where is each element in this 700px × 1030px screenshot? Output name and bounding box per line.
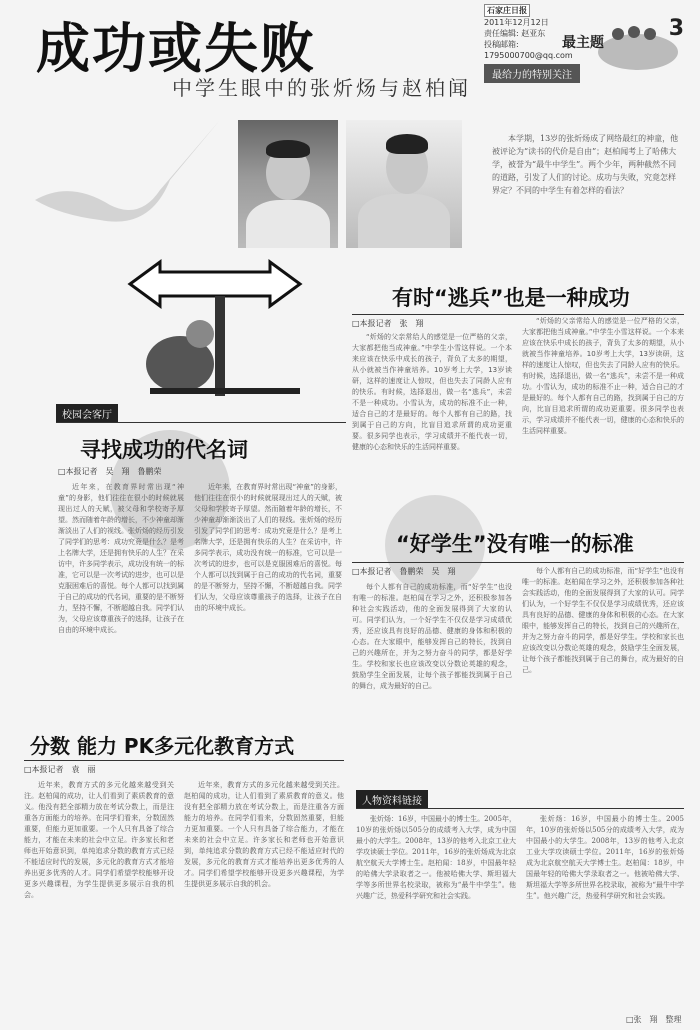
photo-zhao	[346, 120, 462, 248]
tagline: 最给力的特别关注	[484, 64, 580, 83]
byline-good-student: □本报记者 鲁鹏荣 吴 翔	[352, 567, 456, 576]
article-success-col2: 近年来，在教育界时常出现“神童”的身影，他们往往在很小的时候就展现出过人的天赋，被父母和学校寄予厚望。然而随着年龄的增长，不少神童却渐渐淡出了人们的视线。张炘炀的经历引发了同学们的思考：成功究竟是什么？是考上名牌大学，还是拥有快乐的人生？在采访中，许多同学表示，成功没有统一的标准，它可以是一次考试的进步，也可以是克服困难后的喜悦。每个人都可以找到属于自己的成功的代名词，重要的是不断努力，坚持不懈，不断超越自我。同学们认为，父母应该尊重孩子的选择，让孩子在自由的环境中成长。	[194, 483, 342, 612]
intro-text: 本学期，13岁的张炘炀成了网络最红的神童，他被评论为“读书的代价是自由”；赵柏闻考上了哈佛大学，被誉为“最牛中学生”。两个少年，两种截然不同的道路，引发了人们的讨论。成功与失败，究竟怎样界定？不同的中学生有着怎样的看法？	[492, 134, 679, 195]
footer-credit: □张 翔 整理	[626, 1015, 682, 1024]
photo-zhang	[238, 120, 338, 248]
headline-deserter: 有时“逃兵”也是一种成功	[392, 286, 630, 310]
paper-name: 石家庄日报	[484, 4, 530, 17]
article-deserter-col2: “炘炀的父亲常给人的感觉是一位严格的父亲，大家都把他当成神童。”中学生小雪这样说。一个本来应该在快乐中成长的孩子，背负了太多的期望，从小就被当作神童培养。10岁考上大学，13岁读研，这样的速度让人惊叹，但也失去了同龄人应有的快乐。有时候，选择退出，做一名“逃兵”，未尝不是一种成功。小雪认为，成功的标准不止一种，适合自己的才是最好的。每个人都有自己的路，找到属于自己的方向，比盲目追求所谓的成功更重要。很多同学也表示，学习成绩并不能代表一切，健康的心态和快乐的生活同样重要。	[522, 317, 684, 435]
issue-editor: 责任编辑: 赵亚东	[484, 29, 546, 38]
headline-success-synonym: 寻找成功的代名词	[80, 438, 248, 462]
issue-meta	[484, 4, 573, 61]
profile-col1: 张炘炀：16岁，中国最小的博士生。2005年，10岁的张炘炀以505分的成绩考入大学，成为中国最小的大学生。2008年，13岁的他考入北京工业大学攻读硕士学位。2011年，16岁的张炘炀成为北京航空航天大学博士生。赵柏闻：18岁，中国最年轻的哈佛大学录取者之一。他被哈佛大学、斯坦福大学等多所世界名校录取，被称为“最牛中学生”。他兴趣广泛，热爱科学研究和社会实践。	[356, 815, 516, 900]
issue-date: 2011年12月12日	[484, 18, 549, 27]
article-education-col2: 近年来，教育方式的多元化越来越受到关注。赵柏闻的成功，让人们看到了素质教育的意义。他没有把全部精力放在考试分数上，而是注重各方面能力的培养。在同学们看来，分数固然重要，但能力更加重要。一个人只有具备了综合能力，才能在未来的社会中立足。许多家长和老师也开始意识到，单纯追求分数的教育方式已经不能适应时代的发展，多元化的教育方式才能培养出更多优秀的人才。同学们希望学校能够开设更多兴趣课程，为学生提供更多展示自我的机会。	[184, 781, 344, 888]
article-deserter-col1: “炘炀的父亲常给人的感觉是一位严格的父亲，大家都把他当成神童。”中学生小雪这样说。一个本来应该在快乐中成长的孩子，背负了太多的期望，从小就被当作神童培养。10岁考上大学，13岁读研，这样的速度让人惊叹，但也失去了同龄人应有的快乐。有时候，选择退出，做一名“逃兵”，未尝不是一种成功。小雪认为，成功的标准不止一种，适合自己的才是最好的。每个人都有自己的路，找到属于自己的方向，比盲目追求所谓的成功更重要。很多同学也表示，学习成绩并不能代表一切，健康的心态和快乐的生活同样重要。	[352, 333, 512, 451]
divider	[24, 760, 344, 761]
headline-education: 分数 能力 PK多元化教育方式	[30, 734, 295, 758]
byline-deserter: □本报记者 张 翔	[352, 319, 424, 328]
column-label: 最主题	[562, 35, 604, 51]
divider	[56, 422, 346, 423]
byline-success-synonym: □本报记者 吴 翔 鲁鹏荣	[58, 467, 162, 476]
page-subtitle: 中学生眼中的张炘炀与赵柏闻	[172, 76, 471, 100]
issue-contact: 投稿邮箱: 1795000700@qq.com	[484, 40, 573, 60]
byline-education: □本报记者 袁 丽	[24, 765, 96, 774]
section-campus: 校园会客厅	[56, 404, 118, 423]
signpost-illustration	[120, 254, 310, 404]
article-education-col1: 近年来，教育方式的多元化越来越受到关注。赵柏闻的成功，让人们看到了素质教育的意义。他没有把全部精力放在考试分数上，而是注重各方面能力的培养。在同学们看来，分数固然重要，但能力更加重要。一个人只有具备了综合能力，才能在未来的社会中立足。许多家长和老师也开始意识到，单纯追求分数的教育方式已经不能适应时代的发展，多元化的教育方式才能培养出更多优秀的人才。同学们希望学校能够开设更多兴趣课程，为学生提供更多展示自我的机会。	[24, 781, 174, 899]
diver-silhouette	[30, 110, 230, 230]
profile-col2: 张炘炀：16岁，中国最小的博士生。2005年，10岁的张炘炀以505分的成绩考入大学，成为中国最小的大学生。2008年，13岁的他考入北京工业大学攻读硕士学位。2011年，16岁的张炘炀成为北京航空航天大学博士生。赵柏闻：18岁，中国最年轻的哈佛大学录取者之一。他被哈佛大学、斯坦福大学等多所世界名校录取，被称为“最牛中学生”。他兴趣广泛，热爱科学研究和社会实践。	[526, 815, 684, 900]
headline-good-student: “好学生”没有唯一的标准	[396, 532, 634, 556]
page-title: 成功或失败	[36, 17, 316, 80]
article-good-student-col1: 每个人都有自己的成功标准，而“好学生”也没有唯一的标准。赵柏闻在学习之外，还积极参加各种社会实践活动，他的全面发展得到了大家的认可。同学们认为，一个好学生不仅仅是学习成绩优秀，还应该具有良好的品德、健康的身体和积极的心态。在大家眼中，能够发挥自己的特长，找到自己的兴趣所在，并为之努力奋斗的同学，都是好学生。学校和家长也应该改变以分数论英雄的观念，鼓励学生全面发展，让每个孩子都能找到属于自己的舞台，成为最好的自己。	[352, 583, 512, 690]
section-profile: 人物资料链接	[356, 790, 428, 809]
page-number: 3	[668, 16, 684, 41]
divider	[356, 808, 684, 809]
divider	[352, 314, 684, 315]
article-success-col1: 近年来，在教育界时常出现“神童”的身影，他们往往在很小的时候就展现出过人的天赋，被父母和学校寄予厚望。然而随着年龄的增长，不少神童却渐渐淡出了人们的视线。张炘炀的经历引发了同学们的思考：成功究竟是什么？是考上名牌大学，还是拥有快乐的人生？在采访中，许多同学表示，成功没有统一的标准，它可以是一次考试的进步，也可以是克服困难后的喜悦。每个人都可以找到属于自己的成功的代名词，重要的是不断努力，坚持不懈，不断超越自我。同学们认为，父母应该尊重孩子的选择，让孩子在自由的环境中成长。	[58, 483, 184, 634]
divider	[352, 562, 684, 563]
article-good-student-col2: 每个人都有自己的成功标准，而“好学生”也没有唯一的标准。赵柏闻在学习之外，还积极参加各种社会实践活动，他的全面发展得到了大家的认可。同学们认为，一个好学生不仅仅是学习成绩优秀，还应该具有良好的品德、健康的身体和积极的心态。在大家眼中，能够发挥自己的特长，找到自己的兴趣所在，并为之努力奋斗的同学，都是好学生。学校和家长也应该改变以分数论英雄的观念，鼓励学生全面发展，让每个孩子都能找到属于自己的舞台，成为最好的自己。	[522, 567, 684, 674]
